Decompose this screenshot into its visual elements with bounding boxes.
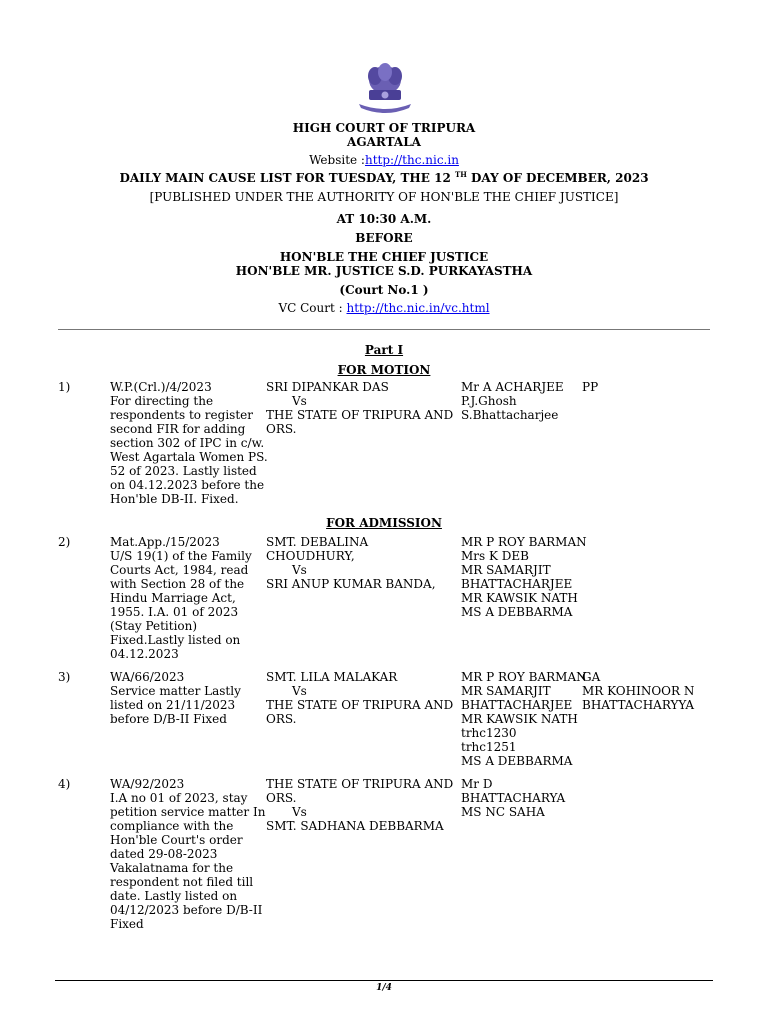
petitioner-advocate: MS A DEBBARMA xyxy=(461,754,573,768)
respondent-line: THE STATE OF TRIPURA AND xyxy=(266,698,454,712)
respondent-advocate: GA xyxy=(582,670,601,684)
case-detail-line: respondents to register xyxy=(110,408,253,422)
respondent-line: SRI ANUP KUMAR BANDA, xyxy=(266,577,436,591)
title-date-month: DAY OF DECEMBER, 2023 xyxy=(471,171,649,185)
judge-second: HON'BLE MR. JUSTICE S.D. PURKAYASTHA xyxy=(235,264,533,278)
petitioner-advocate: P.J.Ghosh xyxy=(461,394,517,408)
case-detail-line: date. Lastly listed on xyxy=(110,889,238,903)
case-detail-line: Fixed.Lastly listed on xyxy=(110,633,241,647)
case-detail-line: section 302 of IPC in c/w. xyxy=(110,436,265,450)
case-detail-line: on 04.12.2023 before the xyxy=(110,478,265,492)
case-detail-line: Courts Act, 1984, read xyxy=(110,563,249,577)
respondent-advocate: MR KOHINOOR N xyxy=(582,684,695,698)
versus-label: Vs xyxy=(292,394,307,408)
petitioner-advocate: Mr A ACHARJEE xyxy=(461,380,564,394)
court-number: (Court No.1 ) xyxy=(339,283,429,297)
petitioner-advocate: BHATTACHARJEE xyxy=(461,577,573,591)
petitioner-line: THE STATE OF TRIPURA AND xyxy=(266,777,454,791)
petitioner-advocates xyxy=(461,535,587,619)
petitioner-advocate: MR SAMARJIT xyxy=(461,563,551,577)
respondent-advocates xyxy=(582,380,598,394)
case-detail-line: Fixed xyxy=(110,917,144,931)
case-serial: 3) xyxy=(58,670,71,684)
case-detail-line: Hindu Marriage Act, xyxy=(110,591,236,605)
case-detail-line: I.A no 01 of 2023, stay xyxy=(110,791,248,805)
petitioner-advocate: trhc1230 xyxy=(461,726,517,740)
petitioner-line: CHOUDHURY, xyxy=(266,549,355,563)
website-link[interactable]: http://thc.nic.in xyxy=(364,153,459,167)
case-detail-line: WA/66/2023 xyxy=(110,670,185,684)
petitioner-advocate: MR KAWSIK NATH xyxy=(461,712,578,726)
case-detail-line: Hon'ble Court's order xyxy=(110,833,243,847)
petitioner-advocate: MR SAMARJIT xyxy=(461,684,551,698)
header-divider xyxy=(58,329,710,330)
case-detail-line: Service matter Lastly xyxy=(110,684,241,698)
vc-court-line xyxy=(0,301,768,315)
case-detail-line: WA/92/2023 xyxy=(110,777,185,791)
published-authority-line: [PUBLISHED UNDER THE AUTHORITY OF HON'BLE THE CHIEF JUSTICE] xyxy=(149,190,619,204)
case-details xyxy=(110,380,268,506)
respondent-line: ORS. xyxy=(266,712,297,726)
case-detail-line: 52 of 2023. Lastly listed xyxy=(110,464,257,478)
case-serial: 1) xyxy=(58,380,71,394)
versus-label: Vs xyxy=(292,684,307,698)
part-title: Part I xyxy=(364,343,404,357)
footer-divider xyxy=(55,980,713,981)
cause-list-title xyxy=(0,171,768,185)
petitioner-line: SMT. DEBALINA xyxy=(266,535,369,549)
case-detail-line: 04.12.2023 xyxy=(110,647,179,661)
respondent-advocates xyxy=(582,670,694,712)
petitioner-line: SMT. LILA MALAKAR xyxy=(266,670,398,684)
case-details xyxy=(110,535,252,661)
respondent-line: ORS. xyxy=(266,422,297,436)
petitioner-advocate: Mr D xyxy=(461,777,493,791)
respondent-advocate: BHATTACHARYYA xyxy=(582,698,695,712)
petitioner-line: SRI DIPANKAR DAS xyxy=(266,380,389,394)
case-detail-line: Mat.App./15/2023 xyxy=(110,535,220,549)
petitioner-advocate: Mrs K DEB xyxy=(461,549,529,563)
case-detail-line: W.P.(Crl.)/4/2023 xyxy=(110,380,212,394)
petitioner-advocates xyxy=(461,670,587,768)
case-detail-line: dated 29-08-2023 xyxy=(110,847,218,861)
respondent-line: SMT. SADHANA DEBBARMA xyxy=(266,819,444,833)
case-detail-line: For directing the xyxy=(110,394,214,408)
petitioner-advocate: S.Bhattacharjee xyxy=(461,408,559,422)
section-for-motion: FOR MOTION xyxy=(337,363,431,377)
case-detail-line: Vakalatnama for the xyxy=(110,861,234,875)
case-detail-line: Hon'ble DB-II. Fixed. xyxy=(110,492,239,506)
case-detail-line: compliance with the xyxy=(110,819,234,833)
petitioner-advocate: MR P ROY BARMAN xyxy=(461,670,587,684)
case-detail-line: listed on 21/11/2023 xyxy=(110,698,236,712)
judge-chief-justice: HON'BLE THE CHIEF JUSTICE xyxy=(279,250,489,264)
case-detail-line: (Stay Petition) xyxy=(110,619,198,633)
case-details xyxy=(110,670,241,726)
vc-label: VC Court : xyxy=(278,301,347,315)
vc-court-link[interactable]: http://thc.nic.in/vc.html xyxy=(346,301,490,315)
sitting-time: AT 10:30 A.M. xyxy=(336,212,432,226)
respondent-line: THE STATE OF TRIPURA AND xyxy=(266,408,454,422)
versus-label: Vs xyxy=(292,805,307,819)
case-details xyxy=(110,777,265,931)
title-date-suffix: TH xyxy=(454,170,467,179)
case-serial: 4) xyxy=(58,777,71,791)
court-name: HIGH COURT OF TRIPURA xyxy=(292,121,476,135)
petitioner-advocate: MR KAWSIK NATH xyxy=(461,591,578,605)
case-detail-line: before D/B-II Fixed xyxy=(110,712,227,726)
petitioner-advocate: MR P ROY BARMAN xyxy=(461,535,587,549)
website-line xyxy=(0,153,768,167)
petitioner-advocate: MS A DEBBARMA xyxy=(461,605,573,619)
page-number: 1/4 xyxy=(376,983,392,993)
section-for-admission: FOR ADMISSION xyxy=(326,516,442,530)
case-parties xyxy=(266,535,436,591)
case-detail-line: U/S 19(1) of the Family xyxy=(110,549,252,563)
petitioner-advocates xyxy=(461,380,564,422)
title-date-text: DAILY MAIN CAUSE LIST FOR TUESDAY, THE 12 xyxy=(119,171,451,185)
court-city: AGARTALA xyxy=(347,135,421,149)
case-detail-line: 04/12/2023 before D/B-II xyxy=(110,903,263,917)
case-detail-line: second FIR for adding xyxy=(110,422,246,436)
case-serial: 2) xyxy=(58,535,71,549)
case-detail-line: respondent not filed till xyxy=(110,875,254,889)
versus-label: Vs xyxy=(292,563,307,577)
petitioner-line: ORS. xyxy=(266,791,297,805)
before-label: BEFORE xyxy=(355,231,413,245)
case-parties xyxy=(266,777,453,833)
petitioner-advocate: BHATTACHARJEE xyxy=(461,698,573,712)
case-detail-line: 1955. I.A. 01 of 2023 xyxy=(110,605,239,619)
case-parties xyxy=(266,670,453,726)
petitioner-advocates xyxy=(461,777,565,819)
petitioner-advocate: BHATTACHARYA xyxy=(461,791,566,805)
respondent-advocate: PP xyxy=(582,380,599,394)
website-label: Website : xyxy=(309,153,365,167)
petitioner-advocate: MS NC SAHA xyxy=(461,805,545,819)
petitioner-advocate: trhc1251 xyxy=(461,740,517,754)
case-detail-line: petition service matter In xyxy=(110,805,266,819)
national-emblem-icon xyxy=(355,60,415,116)
case-detail-line: with Section 28 of the xyxy=(110,577,245,591)
case-detail-line: West Agartala Women PS. xyxy=(110,450,268,464)
case-parties xyxy=(266,380,453,436)
